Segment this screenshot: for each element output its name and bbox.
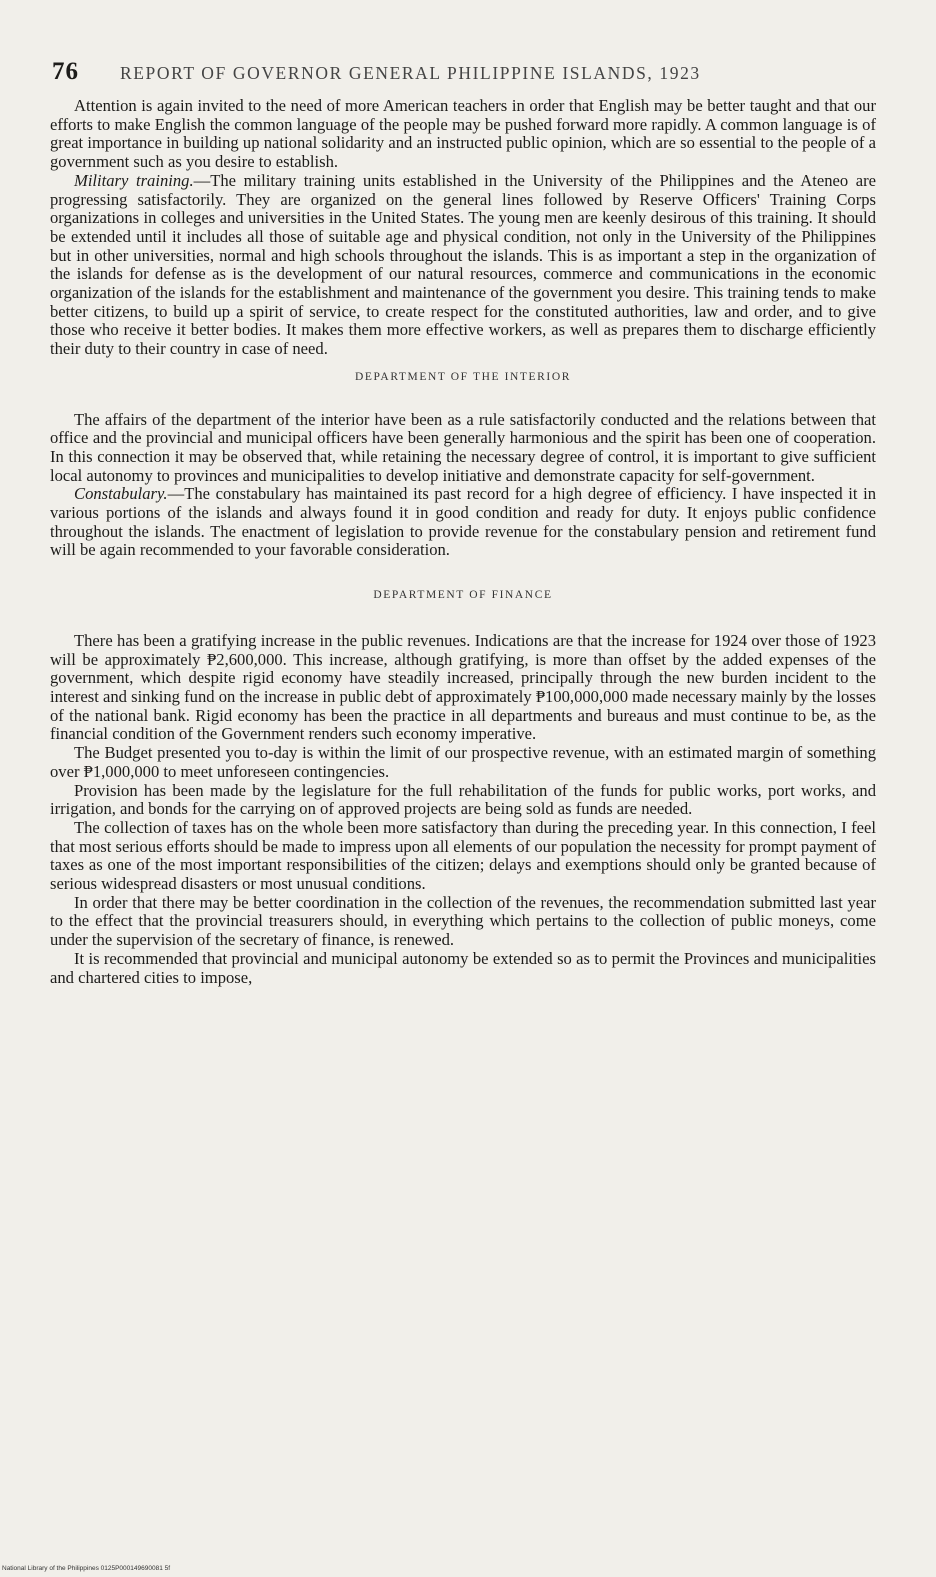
paragraph-interior-affairs: The affairs of the department of the interior have been as a rule satisfactorily conducted and the relations between that office and the provincial and municipal officers have been generally harmonious and the spirit has been one of cooperation. In this connection it may be observed that, while retaining the necessary degree of control, it is important to give sufficient local autonomy to provinces and municipalities to develop initiative and demonstrate capacity for self-government.: [50, 409, 876, 485]
paragraph-constabulary-text: —The constabulary has maintained its past record for a high degree of efficiency. I have inspected it in various portions of the islands and always found it in good condition and ready for duty. It enjoys public confidence throughout the islands. The enactment of legislation to provide revenue for the constabulary pension and retirement fund will be again recommended to your favorable consideration.: [50, 484, 876, 560]
paragraph-budget: The Budget presented you to-day is within the limit of our prospective revenue, with an estimated margin of something over ₱1,000,000 to meet unforeseen contingencies.: [50, 743, 876, 781]
page-number: 76: [52, 58, 79, 85]
paragraph-rehabilitation: Provision has been made by the legislature for the full rehabilitation of the funds for public works, port works, and irrigation, and bonds for the carrying on of approved projects are being sold as funds are needed.: [50, 780, 876, 819]
paragraph-coordination: In order that there may be better coordination in the collection of the revenues, the recommendation submitted last year to the effect that the provincial treasurers should, in everything which pertains to the collection of public moneys, come under the supervision of the secretary of finance, is renewed.: [50, 892, 876, 950]
paragraph-military-training-text: —The military training units established in the University of the Philippines and the Ateneo are progressing satisfactorily. They are organized on the general lines followed by Reserve Officers' Training Corps organizations in colleges and universities in the United States. The young men are keenly desirous of this training. It should be extended until it includes all those of suitable age and physical condition, not only in the University of the Philippines but in other universities, normal and high schools throughout the islands. This is as important a step in the organization of the islands for defense as is the development of our natural resources, commerce and communications in the economic organization of the islands for the establishment and maintenance of the government you desire. This training tends to make better citizens, to build up a spirit of service, to create respect for the constituted authorities, law and order, and to give those who receive it better bodies. It makes them more effective workers, as well as prepares them to discharge efficiently their duty to their country in case of need.: [50, 170, 876, 359]
paragraph-american-teachers: Attention is again invited to the need of more American teachers in order that English may be better taught and that our efforts to make English the common language of the people may be pushed forward more rapidly. A common language is of great importance in building up national solidarity and an instructed public opinion, which are so essential to the people of a government such as you desire to establish.: [50, 96, 876, 172]
paragraph-tax-collection: The collection of taxes has on the whole been more satisfactory than during the preceding year. In this connection, I feel that most serious efforts should be made to impress upon all elements of our population the necessity for prompt payment of taxes as one of the most important responsibilities of the citizen; delays and exemptions should only be granted because of serious widespread disasters or most unusual conditions.: [50, 817, 876, 894]
paragraph-autonomy: It is recommended that provincial and municipal autonomy be extended so as to permit the Provinces and municipalities and chartered cities to impose,: [50, 948, 876, 987]
paragraph-revenues: There has been a gratifying increase in the public revenues. Indications are that the increase for 1924 over those of 1923 will be approximately ₱2,600,000. This increase, although gratifying, is more than offset by the added expenses of the government, which despite rigid economy have steadily increased, principally through the new burden incident to the interest and sinking fund on the increase in public debt of approximately ₱100,000,000 made necessary mainly by the losses of the national bank. Rigid economy has been the practice in all departments and bureaus and must continue to be, as the financial condition of the Government renders such economy imperative.: [50, 630, 876, 744]
paragraph-constabulary: [50, 485, 876, 560]
paragraph-military-training: [50, 172, 876, 359]
section-heading-interior: DEPARTMENT OF THE INTERIOR: [354, 370, 572, 383]
body-text: [50, 97, 876, 987]
page-header: [52, 58, 832, 94]
sidehead-military-training: Military training.: [74, 170, 194, 190]
section-heading-finance: DEPARTMENT OF FINANCE: [373, 589, 553, 602]
running-head: REPORT OF GOVERNOR GENERAL PHILIPPINE ISLANDS, 1923: [120, 63, 701, 83]
sidehead-constabulary: Constabulary.: [74, 484, 168, 504]
footer-stamp: National Library of the Philippines 0125P000149690081 5f: [2, 1565, 171, 1572]
